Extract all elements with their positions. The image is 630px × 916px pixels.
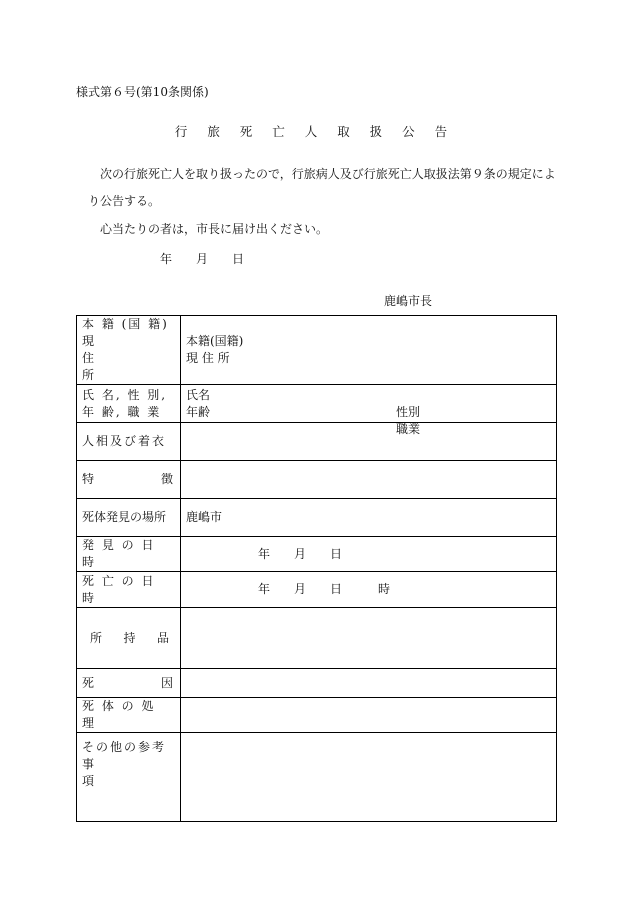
label-address: 現 住 所 (82, 334, 97, 382)
label-found-datetime: 発 見 の 日 時 (77, 537, 181, 572)
value-address: 現 住 所 (186, 351, 230, 365)
table-row-appearance (77, 423, 557, 461)
value-honseki: 本籍(国籍) (186, 334, 244, 348)
value-job: 職業 (396, 421, 421, 436)
label-cause-of-death: 死 因 (77, 669, 181, 698)
value-found-datetime: 年 月 日 (181, 537, 557, 572)
table-row-other (77, 733, 557, 822)
value-cause-of-death (181, 669, 557, 698)
value-age: 年齢 (186, 404, 211, 419)
label-body-disposal: 死 体 の 処 理 (77, 698, 181, 733)
value-death-datetime: 年 月 日 時 (181, 572, 557, 608)
label-name-sex-age-job: 氏 名, 性 別, 年 齢, 職 業 (77, 385, 181, 423)
body-text-line-2: り公告する。 (88, 194, 161, 208)
body-text-line-1: 次の行旅死亡人を取り扱ったので，行旅病人及び行旅死亡人取扱法第９条の規定によ (100, 167, 556, 181)
value-domicile (181, 316, 557, 385)
label-death-datetime: 死 亡 の 日 時 (77, 572, 181, 608)
value-body-disposal (181, 698, 557, 733)
value-sex: 性別 (396, 404, 421, 419)
body-text-line-3: 心当たりの者は，市長に届け出ください。 (100, 222, 329, 236)
label-domicile (77, 316, 181, 385)
label-found-place: 死体発見の場所 (77, 499, 181, 537)
table-row-features (77, 461, 557, 499)
label-honseki: 本 籍 (国 籍) (82, 317, 169, 331)
table-row-found-datetime (77, 537, 557, 572)
value-appearance (181, 423, 557, 461)
value-belongings (181, 608, 557, 669)
value-other-notes (181, 733, 557, 822)
table-row-found-place (77, 499, 557, 537)
value-name-sex-age-job (181, 385, 557, 436)
table-row-name (77, 385, 557, 423)
document-title: 行 旅 死 亡 人 取 扱 公 告 (174, 124, 456, 139)
label-features: 特 徴 (77, 461, 181, 499)
notice-date: 年 月 日 (160, 252, 245, 266)
label-appearance: 人相及び着衣 (77, 423, 181, 461)
table-row-disposal (77, 698, 557, 733)
value-name: 氏名 (186, 387, 211, 402)
form-number: 様式第６号(第10条関係) (76, 85, 209, 99)
label-other-notes: その他の参考事 項 (77, 733, 181, 822)
table-row-death-datetime (77, 572, 557, 608)
deceased-info-table (76, 315, 557, 822)
label-belongings: 所 持 品 (77, 608, 181, 669)
table-row-domicile (77, 316, 557, 385)
table-row-belongings (77, 608, 557, 669)
issuer-name: 鹿嶋市長 (384, 294, 433, 308)
value-features (181, 461, 557, 499)
value-found-place: 鹿嶋市 (181, 499, 557, 537)
table-row-cause (77, 669, 557, 698)
